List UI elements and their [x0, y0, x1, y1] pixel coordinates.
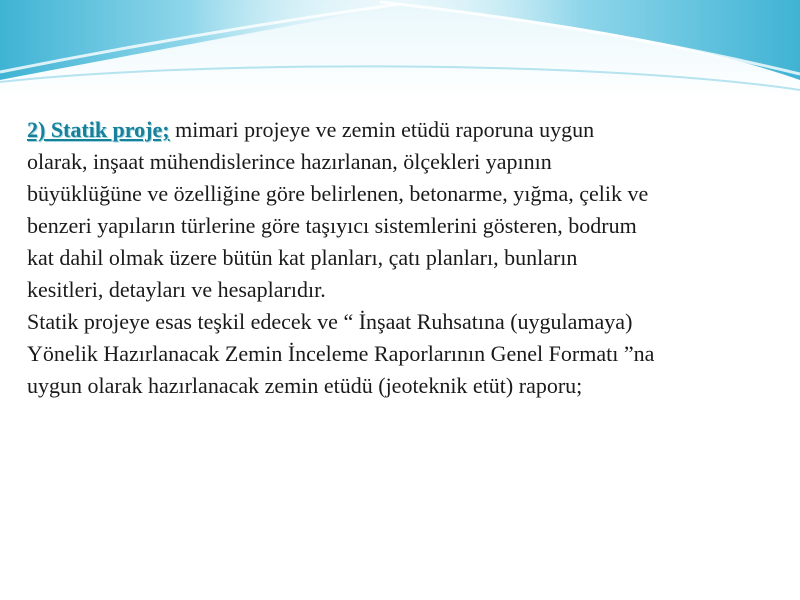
paragraph-definition [27, 114, 795, 306]
text-line: mimari projeye ve zemin etüdü raporuna uygun [169, 117, 595, 142]
text-line: uygun olarak hazırlanacak zemin etüdü (jeoteknik etüt) raporu; [27, 373, 583, 398]
text-line: olarak, inşaat mühendislerince hazırlanan, ölçekleri yapının [27, 149, 552, 174]
first-line [27, 114, 795, 146]
paragraph-zemin-etudu [27, 306, 795, 402]
text-line: kat dahil olmak üzere bütün kat planları, çatı planları, bunların [27, 245, 578, 270]
text-line: Yönelik Hazırlanacak Zemin İnceleme Raporlarının Genel Formatı ”na [27, 341, 655, 366]
slide-body [27, 114, 795, 402]
header-wave-decoration [0, 0, 800, 100]
heading-statik-proje: 2) Statik proje; [27, 117, 170, 142]
text-line: kesitleri, detayları ve hesaplarıdır. [27, 277, 326, 302]
text-line: benzeri yapıların türlerine göre taşıyıcı sistemlerini gösteren, bodrum [27, 213, 637, 238]
text-line: büyüklüğüne ve özelliğine göre belirlenen, betonarme, yığma, çelik ve [27, 181, 649, 206]
text-line: Statik projeye esas teşkil edecek ve “ İnşaat Ruhsatına (uygulamaya) [27, 309, 633, 334]
